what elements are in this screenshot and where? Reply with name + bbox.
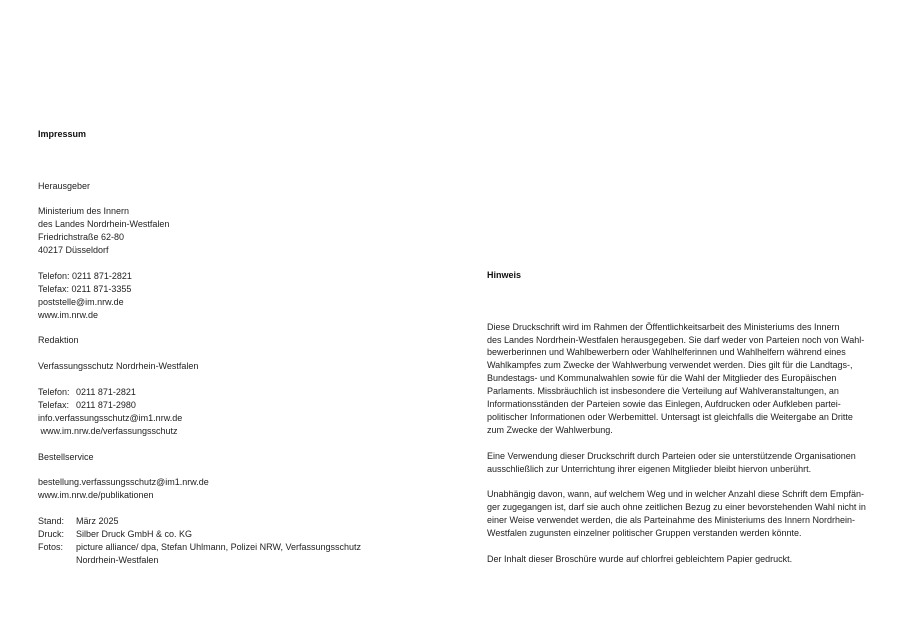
editorial-name: Verfassungsschutz Nordrhein-Westfalen	[38, 361, 199, 372]
editorial-phone: 0211 871-2821	[76, 387, 136, 398]
fotos-value	[76, 541, 361, 567]
paragraph-line: Unabhängig davon, wann, auf welchem Weg und in welcher Anzahl diese Schrift dem Empfän-	[487, 489, 865, 500]
druck-label: Druck:	[38, 528, 65, 539]
druck-row	[38, 528, 438, 541]
paragraph-line: Parlaments. Missbräuchlich ist insbesondere die Verteilung auf Wahlveranstaltungen, an	[487, 386, 839, 397]
stand-value: März 2025	[76, 516, 119, 527]
fotos-line: picture alliance/ dpa, Stefan Uhlmann, Polizei NRW, Verfassungsschutz	[76, 541, 361, 552]
paragraph-line: einer Weise verwendet werden, die als Parteinahme des Ministeriums des Innern Nordrhein-	[487, 515, 856, 526]
paragraph-line: Der Inhalt dieser Broschüre wurde auf chlorfrei gebleichtem Papier gedruckt.	[487, 553, 793, 564]
publisher-address	[38, 205, 438, 257]
editorial-phone-row	[38, 386, 438, 399]
druck-value: Silber Druck GmbH & co. KG	[76, 528, 193, 539]
paragraph-line: bewerberinnen und Wahlbewerbern oder Wahlhelferinnen und Wahlhelfern während eines	[487, 347, 846, 358]
hinweis-paragraph	[487, 553, 862, 566]
hinweis-paragraph	[487, 450, 862, 476]
editorial-fax: 0211 871-2980	[76, 399, 136, 410]
paragraph-line: Informationsständen der Parteien sowie das Einlegen, Aufdrucken oder Aufkleben partei-	[487, 399, 841, 410]
hinweis-paragraph	[487, 321, 865, 437]
stand-label: Stand:	[38, 516, 65, 527]
impressum-title: Impressum	[38, 129, 87, 139]
hinweis-title: Hinweis	[487, 270, 522, 280]
order-email-link[interactable]: bestellung.verfassungsschutz@im1.nrw.de	[38, 477, 209, 488]
paragraph-line: Bundestags- und Kommunalwahlen sowie für die Wahl der Mitglieder des Europäischen	[487, 373, 837, 384]
editorial-phone-label: Telefon:	[38, 387, 70, 398]
hinweis-column	[487, 269, 866, 579]
impressum-column	[38, 128, 438, 567]
editorial-fax-label: Telefax:	[38, 399, 70, 410]
editorial-email-link[interactable]: info.verfassungsschutz@im1.nrw.de	[38, 412, 183, 423]
hinweis-paragraph	[487, 488, 866, 540]
publisher-line: 40217 Düsseldorf	[38, 245, 109, 256]
paragraph-line: Diese Druckschrift wird im Rahmen der Öffentlichkeitsarbeit des Ministeriums des Innern	[487, 321, 840, 332]
publisher-phone: Telefon: 0211 871-2821	[38, 270, 132, 281]
publisher-email-link[interactable]: poststelle@im.nrw.de	[38, 296, 124, 307]
editorial-web-link[interactable]: www.im.nrw.de/verfassungsschutz	[38, 425, 178, 436]
paragraph-line: zum Zwecke der Wahlwerbung.	[487, 424, 613, 435]
editorial-label: Redaktion	[38, 335, 79, 346]
editorial-fax-row	[38, 399, 438, 412]
order-web-link[interactable]: www.im.nrw.de/publikationen	[38, 490, 154, 501]
order-label: Bestellservice	[38, 451, 94, 462]
publisher-line: Ministerium des Innern	[38, 206, 130, 217]
fotos-label: Fotos:	[38, 541, 64, 552]
paragraph-line: Eine Verwendung dieser Druckschrift durch Parteien oder sie unterstützende Organisationen	[487, 450, 856, 461]
paragraph-line: ausschließlich zur Unterrichtung ihrer eigenen Mitglieder bleibt hiervon unberührt.	[487, 463, 812, 474]
paragraph-line: des Landes Nordrhein-Westfalen herausgegeben. Sie darf weder von Parteien noch von Wahl-	[487, 334, 865, 345]
publisher-web-link[interactable]: www.im.nrw.de	[38, 309, 99, 320]
fotos-row	[38, 541, 438, 567]
paragraph-line: Wahlkampfes zum Zwecke der Wahlwerbung verwendet werden. Dies gilt für die Landtags-,	[487, 360, 853, 371]
publisher-fax: Telefax: 0211 871-3355	[38, 283, 132, 294]
publisher-line: Friedrichstraße 62-80	[38, 232, 125, 243]
publisher-contact	[38, 270, 438, 322]
paragraph-line: politischer Informationen oder Werbemittel. Untersagt ist gleichfalls die Weitergabe an Dritte	[487, 411, 853, 422]
fotos-line: Nordrhein-Westfalen	[76, 554, 159, 565]
paragraph-line: ger zugegangen ist, darf sie auch ohne zeitlichen Bezug zu einer bevorstehenden Wahl nicht in	[487, 502, 866, 513]
stand-row	[38, 515, 438, 528]
publisher-line: des Landes Nordrhein-Westfalen	[38, 219, 170, 230]
publisher-label: Herausgeber	[38, 180, 91, 191]
paragraph-line: Westfalen zugunsten einzelner politischer Gruppen verstanden werden könnte.	[487, 528, 802, 539]
